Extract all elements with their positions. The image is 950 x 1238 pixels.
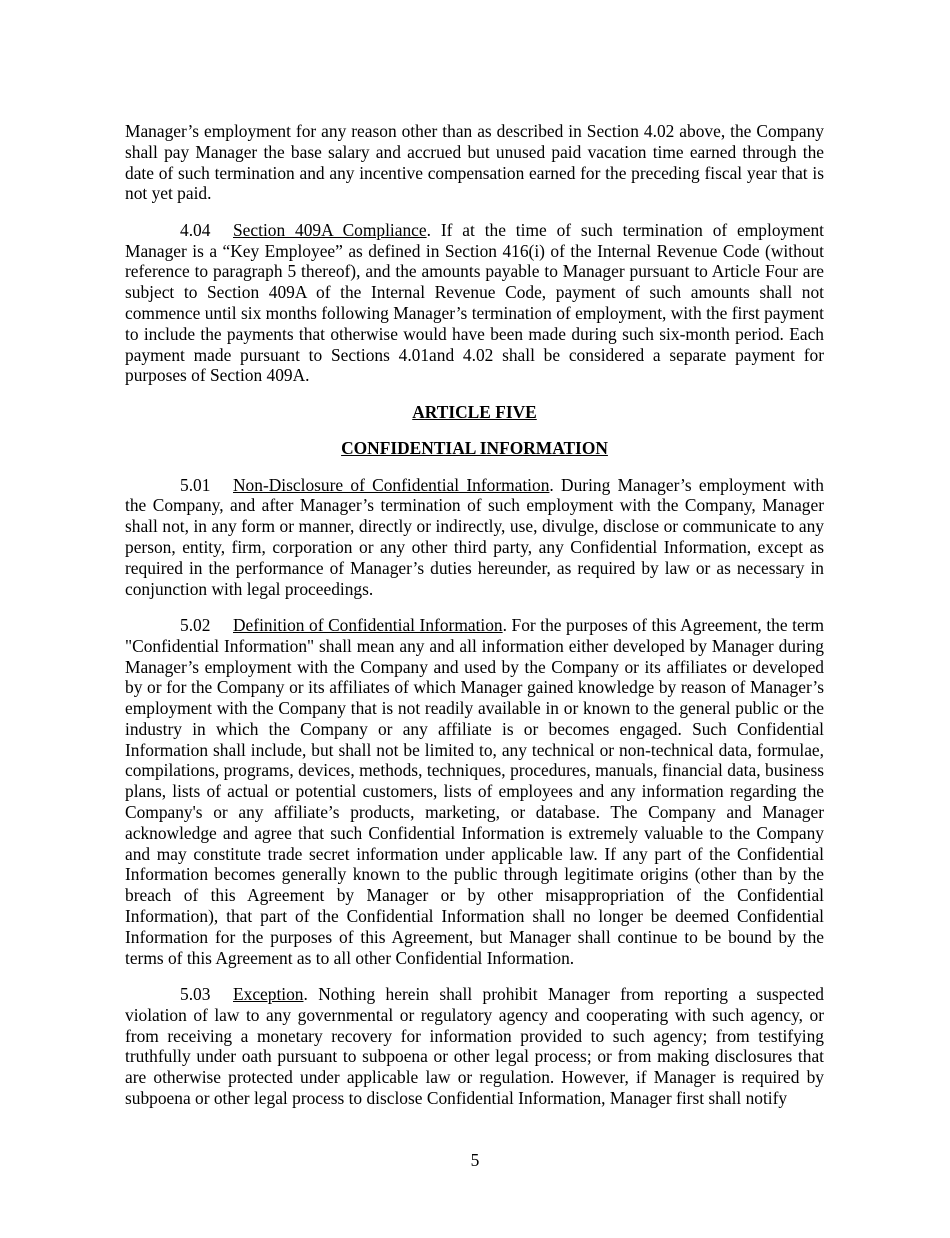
section-4-04 xyxy=(125,220,824,386)
section-number: 5.01 xyxy=(180,474,211,495)
section-title: Section 409A Compliance xyxy=(233,219,427,240)
section-number: 5.02 xyxy=(180,614,211,635)
section-body: . For the purposes of this Agreement, the term "Confidential Information" shall mean any and all information either developed by Manager during Manager’s employment with the Company and used by the Company or its affiliates or developed by or for the Company or its affiliates of which Manager gained knowledge by reason of Manager’s employment with the Company that is not readily available in or known to the general public or the industry in which the Company or any affiliate is or becomes engaged. Such Confidential Information shall include, but shall not be limited to, any technical or non-technical data, formulae, compilations, programs, devices, methods, techniques, procedures, manuals, financial data, business plans, lists of actual or potential customers, lists of employees and any information regarding the Company's or any affiliate’s products, marketing, or database. The Company and Manager acknowledge and agree that such Confidential Information is extremely valuable to the Company and may constitute trade secret information under applicable law. If any part of the Confidential Information becomes generally known to the public through legitimate origins (other than by the breach of this Agreement by Manager or by other misappropriation of the Confidential Information), that part of the Confidential Information shall no longer be deemed Confidential Information for the purposes of this Agreement, but Manager shall continue to be bound by the terms of this Agreement as to all other Confidential Information. xyxy=(125,614,824,968)
article-subheading: CONFIDENTIAL INFORMATION xyxy=(341,438,608,459)
section-title: Non-Disclosure of Confidential Information xyxy=(233,474,550,495)
paragraph-continuation: Manager’s employment for any reason other than as described in Section 4.02 above, the Company shall pay Manager the base salary and accrued but unused paid vacation time earned through the date of such termination and any incentive compensation earned for the preceding fiscal year that is not yet paid. xyxy=(125,121,824,204)
section-body: . During Manager’s employment with the Company, and after Manager’s termination of such employment with the Company, Manager shall not, in any form or manner, directly or indirectly, use, divulge, disclose or communicate to any person, entity, firm, corporation or any other third party, any Confidential Information, except as required in the performance of Manager’s duties hereunder, as required by law or as necessary in conjunction with legal proceedings. xyxy=(125,474,825,599)
section-number: 4.04 xyxy=(180,219,211,240)
article-heading: ARTICLE FIVE xyxy=(412,401,537,422)
section-5-01 xyxy=(125,475,824,600)
section-body: . If at the time of such termination of employment Manager is a “Key Employee” as defined in Section 416(i) of the Internal Revenue Code (without reference to paragraph 5 thereof), and the amounts payable to Manager pursuant to Article Four are subject to Section 409A of the Internal Revenue Code, payment of such amounts shall not commence until six months following Manager’s termination of employment, with the first payment to include the payments that otherwise would have been made during such six-month period. Each payment made pursuant to Sections 4.01and 4.02 shall be considered a separate payment for purposes of Section 409A. xyxy=(125,219,824,386)
section-number: 5.03 xyxy=(180,984,211,1005)
section-body: . Nothing herein shall prohibit Manager from reporting a suspected violation of law to any governmental or regulatory agency and cooperating with such agency, or from receiving a monetary recovery for information provided to such agency; from testifying truthfully under oath pursuant to subpoena or other legal process; or from making disclosures that are otherwise protected under applicable law or regulation. However, if Manager is required by subpoena or other legal process to disclose Confidential Information, Manager first shall notify xyxy=(125,984,824,1109)
page-number: 5 xyxy=(470,1150,480,1170)
section-5-03 xyxy=(125,984,824,1109)
section-title: Exception xyxy=(233,984,304,1005)
section-5-02 xyxy=(125,615,824,969)
document-page xyxy=(125,121,824,1124)
section-title: Definition of Confidential Information xyxy=(233,614,503,635)
